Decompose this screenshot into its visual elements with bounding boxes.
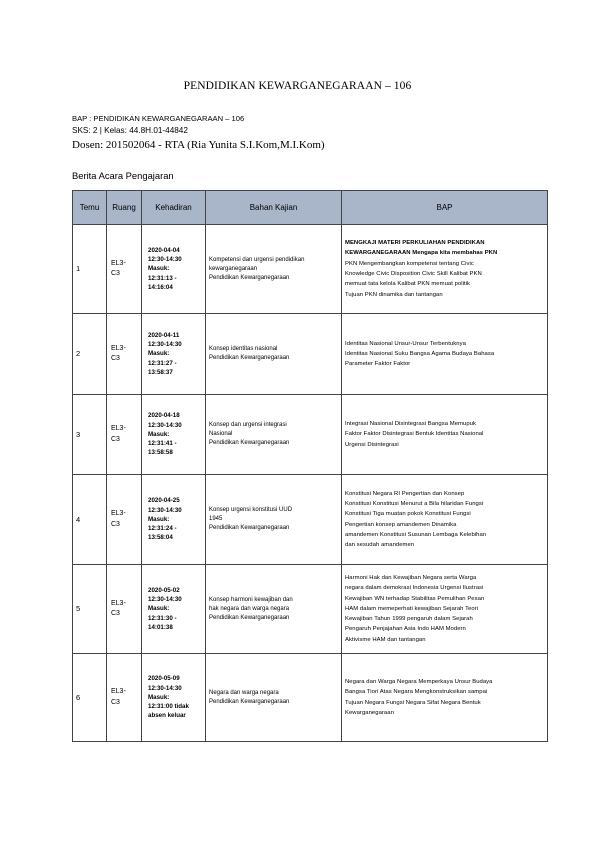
header-bahan-kajian: Bahan Kajian bbox=[206, 191, 342, 225]
cell-kehadiran-line: Masuk: bbox=[148, 265, 170, 273]
cell-kehadiran-line: 13:58:37 bbox=[148, 368, 173, 376]
cell-bap-line: Negara dan Warga Negara Memperkaya Unsur Budaya bbox=[345, 678, 493, 685]
cell-bahan-kajian-line: 1945 bbox=[209, 516, 223, 522]
cell-kehadiran-line: 12:30-14:30 bbox=[148, 506, 182, 514]
cell-ruang-line: C3 bbox=[111, 610, 120, 617]
cell-bahan-kajian bbox=[206, 225, 342, 314]
cell-kehadiran-line: 2020-04-11 bbox=[148, 331, 180, 339]
cell-kehadiran bbox=[142, 475, 206, 565]
cell-kehadiran-line: 12:30-14:30 bbox=[148, 256, 182, 264]
cell-bap-line: Integrasi Nasional Disintegrasi Bangsa Memupuk bbox=[345, 421, 476, 427]
cell-kehadiran-line: Masuk: bbox=[148, 430, 170, 438]
cell-kehadiran-line: 12:30-14:30 bbox=[148, 341, 182, 349]
cell-bahan-kajian-line: Pendidikan Kewarganegaraan bbox=[209, 614, 290, 621]
cell-bahan-kajian-line: Pendidikan Kewarganegaraan bbox=[209, 274, 290, 281]
cell-kehadiran-line: 13:58:58 bbox=[148, 449, 173, 457]
cell-kehadiran-line: Masuk: bbox=[148, 515, 170, 523]
cell-kehadiran-line: 2020-04-04 bbox=[148, 246, 180, 254]
cell-bap-line: KEWARGANEGARAAN Mengapa kita membahas PKN bbox=[345, 250, 498, 257]
document-title: PENDIDIKAN KEWARGANEGARAAN – 106 bbox=[183, 80, 412, 92]
cell-bahan-kajian-line: Pendidikan Kewarganegaraan bbox=[209, 525, 290, 531]
cell-kehadiran-line: 14:16:04 bbox=[148, 283, 173, 291]
cell-kehadiran bbox=[142, 395, 206, 475]
cell-bap-line: Pengaruh Penjajahan Asia Indo HAM Modern bbox=[345, 626, 466, 633]
cell-temu: 2 bbox=[73, 314, 107, 395]
cell-bap bbox=[342, 475, 548, 565]
cell-kehadiran-line: 12:31:24 - bbox=[148, 525, 177, 533]
cell-bap-line: Konstitusi Tiga muatan pokok Konstitusi Fungsi bbox=[345, 511, 471, 518]
cell-bap-line: Konstitusi Konstitusi Menurut a Bila hilaridan Fungsi bbox=[345, 500, 484, 507]
cell-kehadiran-line: Masuk: bbox=[148, 693, 170, 701]
cell-ruang-line: C3 bbox=[111, 435, 120, 443]
cell-bap bbox=[342, 565, 548, 654]
cell-bap-line: Aktivisme HAM dan tantangan bbox=[345, 636, 426, 643]
cell-ruang bbox=[107, 654, 142, 742]
cell-bahan-kajian-line: Pendidikan Kewarganegaraan bbox=[209, 698, 290, 705]
cell-bap-line: Tujuan Negara Fungsi Negara Sifat Negara Bentuk bbox=[345, 699, 481, 706]
cell-kehadiran bbox=[142, 654, 206, 742]
cell-temu: 3 bbox=[73, 395, 107, 475]
cell-bap-line: dan sesudah amandemen bbox=[345, 542, 415, 549]
header-kehadiran: Kehadiran bbox=[142, 191, 206, 225]
cell-temu: 1 bbox=[73, 225, 107, 314]
table-row bbox=[73, 225, 548, 314]
table-row bbox=[73, 475, 548, 565]
cell-ruang-line: EL3- bbox=[111, 425, 126, 432]
table-row bbox=[73, 314, 548, 395]
cell-kehadiran-line: Masuk: bbox=[148, 605, 170, 613]
cell-kehadiran-line: 2020-04-25 bbox=[148, 497, 180, 505]
cell-kehadiran-line: 12:30-14:30 bbox=[148, 596, 182, 604]
cell-bahan-kajian-line: Pendidikan Kewarganegaraan bbox=[209, 440, 290, 446]
bap-course-line: BAP : PENDIDIKAN KEWARGANEGARAAN – 106 bbox=[72, 114, 245, 123]
cell-bap-line: HAM dalam memeperhati kewajiban Sejarah Teori bbox=[345, 605, 479, 612]
cell-bap-line: Kewajiban WN terhadap Stabilitas Pemulihan Pesan bbox=[345, 595, 485, 602]
table-header-row bbox=[73, 191, 548, 225]
cell-kehadiran-line: 12:31:27 - bbox=[148, 359, 177, 367]
cell-bap-line: Urgensi Disintegrasi bbox=[345, 441, 399, 448]
sks-class-line: SKS: 2 | Kelas: 44.8H.01-44842 bbox=[72, 126, 188, 135]
cell-bap bbox=[342, 395, 548, 475]
cell-bahan-kajian-line: Konsep dan urgensi integrasi bbox=[209, 422, 287, 428]
cell-ruang bbox=[107, 565, 142, 654]
cell-temu: 5 bbox=[73, 565, 107, 654]
header-bap: BAP bbox=[342, 191, 548, 225]
table-row bbox=[73, 654, 548, 742]
cell-bap-line: Identitas Nasional Suku Bangsa Agama Budaya Bahasa bbox=[345, 350, 495, 357]
cell-bap-line: Knowledge Civic Disposition Civic Skill Kalibat PKN bbox=[345, 271, 482, 277]
cell-bahan-kajian bbox=[206, 475, 342, 565]
cell-kehadiran bbox=[142, 565, 206, 654]
cell-bap bbox=[342, 654, 548, 742]
teaching-record-table bbox=[72, 190, 548, 742]
cell-kehadiran-line: 2020-05-09 bbox=[148, 675, 180, 683]
cell-ruang-line: C3 bbox=[111, 520, 120, 528]
cell-bap-line: Identitas Nasional Unsur-Unsur Terbentuknya bbox=[345, 340, 466, 347]
cell-bap-line: Bangsa Tiori Atas Negara Mengkonstruksikan sampai bbox=[345, 689, 488, 696]
section-title: Berita Acara Pengajaran bbox=[72, 170, 174, 181]
cell-bap-line: Pengertian konsep amandemen Dinamika bbox=[345, 521, 457, 528]
cell-kehadiran-line: Masuk: bbox=[148, 350, 170, 358]
cell-kehadiran-line: 14:01:38 bbox=[148, 623, 173, 631]
cell-bap-line: Parameter Faktor Faktor bbox=[345, 361, 411, 368]
cell-bahan-kajian-line: hak negara dan warga negara bbox=[209, 605, 290, 612]
cell-ruang bbox=[107, 395, 142, 475]
cell-kehadiran-line: 12:31:30 - bbox=[148, 614, 177, 622]
cell-ruang-line: EL3- bbox=[111, 688, 126, 695]
cell-temu: 6 bbox=[73, 654, 107, 742]
lecturer-line: Dosen: 201502064 - RTA (Ria Yunita S.I.Kom,M.I.Kom) bbox=[72, 139, 325, 151]
cell-bap-line: PKN Mengembangkan kompetensi tentang Civic bbox=[345, 260, 474, 267]
cell-ruang-line: C3 bbox=[111, 698, 120, 706]
cell-bahan-kajian-line: Kompetensi dan urgensi pendidikan bbox=[209, 256, 305, 263]
cell-ruang bbox=[107, 314, 142, 395]
cell-bahan-kajian-line: Konsep urgensi konstitusi UUD bbox=[209, 507, 293, 513]
cell-kehadiran-line: 2020-05-02 bbox=[148, 586, 180, 594]
cell-kehadiran-line: 12:31:41 - bbox=[148, 440, 177, 448]
cell-ruang-line: C3 bbox=[111, 270, 120, 277]
cell-bap-line: MENGKAJI MATERI PERKULIAHAN PENDIDIKAN bbox=[345, 240, 485, 247]
cell-kehadiran bbox=[142, 225, 206, 314]
cell-ruang-line: EL3- bbox=[111, 259, 126, 267]
cell-bap bbox=[342, 314, 548, 395]
header-temu: Temu bbox=[73, 191, 107, 225]
cell-bap-line: Kewajiban Tahun 1999 pengaruh dalam Sejarah bbox=[345, 616, 473, 623]
cell-kehadiran-line: 13:58:04 bbox=[148, 534, 173, 542]
cell-bahan-kajian-line: Negara dan warga negara bbox=[209, 689, 279, 696]
cell-ruang-line: EL3- bbox=[111, 510, 126, 517]
cell-bap-line: Harmoni Hak dan Kewajiban Negara serta Warga bbox=[345, 574, 477, 581]
cell-bap-line: Faktor Faktor Disintegrasi Bentuk Identitas Nasional bbox=[345, 431, 484, 438]
cell-kehadiran-line: 12:30-14:30 bbox=[148, 684, 182, 692]
cell-bap-line: amandemen Konstitusi Susunan Lembaga Kelebihan bbox=[345, 531, 487, 538]
cell-kehadiran-line: 12:31:00 tidak bbox=[148, 703, 189, 711]
cell-bahan-kajian-line: Konsep identitas nasional bbox=[209, 346, 278, 352]
cell-ruang-line: C3 bbox=[111, 355, 120, 362]
cell-ruang bbox=[107, 475, 142, 565]
cell-bahan-kajian bbox=[206, 565, 342, 654]
cell-bahan-kajian bbox=[206, 314, 342, 395]
cell-kehadiran-line: absen keluar bbox=[148, 712, 186, 720]
cell-ruang-line: EL3- bbox=[111, 599, 126, 607]
cell-bahan-kajian-line: Konsep harmoni kewajiban dan bbox=[209, 596, 293, 603]
cell-kehadiran-line: 12:30-14:30 bbox=[148, 421, 182, 429]
cell-bap-line: Konstitusi Negara RI Pengertian dan Konsep bbox=[345, 490, 465, 497]
cell-kehadiran-line: 12:31:13 - bbox=[148, 274, 177, 282]
cell-bahan-kajian-line: Nasional bbox=[209, 431, 233, 437]
cell-bap bbox=[342, 225, 548, 314]
cell-bahan-kajian-line: Pendidikan Kewarganegaraan bbox=[209, 355, 290, 361]
cell-bahan-kajian bbox=[206, 654, 342, 742]
cell-ruang-line: EL3- bbox=[111, 344, 126, 352]
cell-bap-line: memuat tata kelola Kalibat PKN memuat politik bbox=[345, 281, 471, 288]
cell-bap-line: Tujuan PKN dinamika dan tantangan bbox=[345, 291, 443, 298]
cell-bahan-kajian-line: kewarganegaraan bbox=[209, 265, 258, 272]
cell-ruang bbox=[107, 225, 142, 314]
table-row bbox=[73, 565, 548, 654]
header-ruang: Ruang bbox=[107, 191, 142, 225]
cell-temu: 4 bbox=[73, 475, 107, 565]
table-body bbox=[73, 225, 548, 742]
cell-kehadiran-line: 2020-04-18 bbox=[148, 412, 180, 420]
table-row bbox=[73, 395, 548, 475]
cell-bap-line: negara dalam demokrasi Indonesia Urgensi Ilustrasi bbox=[345, 585, 484, 592]
cell-bap-line: Kewarganegaraan bbox=[345, 709, 394, 716]
cell-kehadiran bbox=[142, 314, 206, 395]
cell-bahan-kajian bbox=[206, 395, 342, 475]
